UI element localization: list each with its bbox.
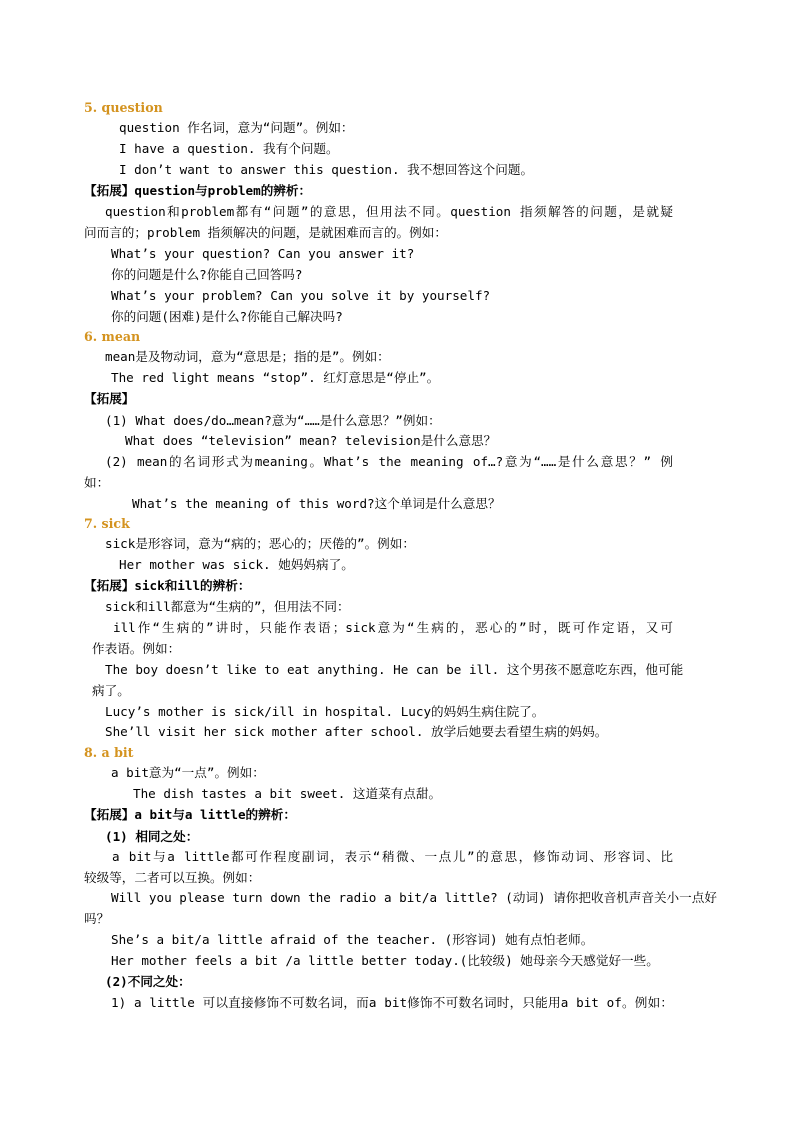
subheading: 【拓展】a bit与a little的辨析： [84, 807, 296, 822]
text-line: Will you please turn down the radio a bit/a little? (动词) 请你把收音机声音关小一点好 [111, 890, 717, 905]
text-line: (2) mean的名词形式为meaning。What’s the meaning of…?意为“……是什么意思？” 例 [105, 454, 673, 469]
subheading: (2)不同之处： [105, 974, 191, 989]
text-line: question 作名词，意为“问题”。例如： [119, 120, 354, 135]
text-line: The boy doesn’t like to eat anything. He can be ill. 这个男孩不愿意吃东西，他可能 [105, 662, 684, 677]
text-line: 你的问题是什么?你能自己回答吗? [111, 267, 303, 282]
text-line: I don’t want to answer this question. 我不想回答这个问题。 [119, 162, 534, 177]
text-line: What does “television” mean? television是什么意思？ [125, 433, 497, 448]
section-heading: 7. sick [84, 516, 130, 531]
text-line: a bit与a little都可作程度副词，表示“稍微、一点儿”的意思，修饰动词、形容词、比 [112, 849, 673, 864]
text-line: What’s your question? Can you answer it? [111, 246, 415, 261]
text-line: 病了。 [92, 683, 130, 698]
section-heading: 5. question [84, 100, 163, 115]
text-line: sick是形容词，意为“病的；恶心的；厌倦的”。例如： [105, 536, 415, 551]
text-line: 作表语。例如： [92, 641, 181, 656]
text-line: 吗？ [84, 911, 110, 926]
text-line: 1) a little 可以直接修饰不可数名词，而a bit修饰不可数名词时，只能用a bit of。例如： [111, 995, 673, 1010]
text-line: What’s your problem? Can you solve it by yourself? [111, 288, 491, 303]
section-heading: 8. a bit [84, 745, 134, 760]
text-line: ill作“生病的”讲时，只能作表语；sick意为“生病的，恶心的”时，既可作定语，又可 [113, 620, 673, 635]
text-line: question和problem都有“问题”的意思，但用法不同。question 指须解答的问题，是就疑 [105, 204, 673, 219]
text-line: 你的问题(困难)是什么?你能自己解决吗? [111, 309, 343, 324]
text-line: sick和ill都意为“生病的”，但用法不同： [105, 599, 350, 614]
text-line: mean是及物动词，意为“意思是；指的是”。例如： [105, 349, 390, 364]
text-line: The dish tastes a bit sweet. 这道菜有点甜。 [133, 786, 442, 801]
text-line: She’s a bit/a little afraid of the teacher. (形容词) 她有点怕老师。 [111, 932, 594, 947]
subheading: (1) 相同之处： [105, 829, 199, 844]
text-line: 较级等，二者可以互换。例如： [84, 870, 261, 885]
text-line: The red light means “stop”. 红灯意思是“停止”。 [111, 370, 440, 385]
text-line: (1) What does/do…mean?意为“……是什么意思？”例如： [105, 413, 441, 428]
text-line: What’s the meaning of this word?这个单词是什么意思？ [132, 496, 501, 511]
subheading: 【拓展】question与problem的辨析： [84, 183, 312, 198]
text-line: a bit意为“一点”。例如： [111, 765, 265, 780]
subheading: 【拓展】 [84, 391, 135, 406]
section-heading: 6. mean [84, 329, 141, 344]
text-line: I have a question. 我有个问题。 [119, 141, 339, 156]
subheading: 【拓展】sick和ill的辨析： [84, 578, 251, 593]
text-line: 如： [84, 475, 110, 490]
text-line: Her mother was sick. 她妈妈病了。 [119, 557, 354, 572]
text-line: Her mother feels a bit /a little better today.(比较级) 她母亲今天感觉好一些。 [111, 953, 659, 968]
text-line: Lucy’s mother is sick/ill in hospital. Lucy的妈妈生病住院了。 [105, 704, 545, 719]
text-line: She’ll visit her sick mother after school. 放学后她要去看望生病的妈妈。 [105, 724, 608, 739]
text-line: 问而言的；problem 指须解决的问题，是就困难而言的。例如： [84, 225, 447, 240]
